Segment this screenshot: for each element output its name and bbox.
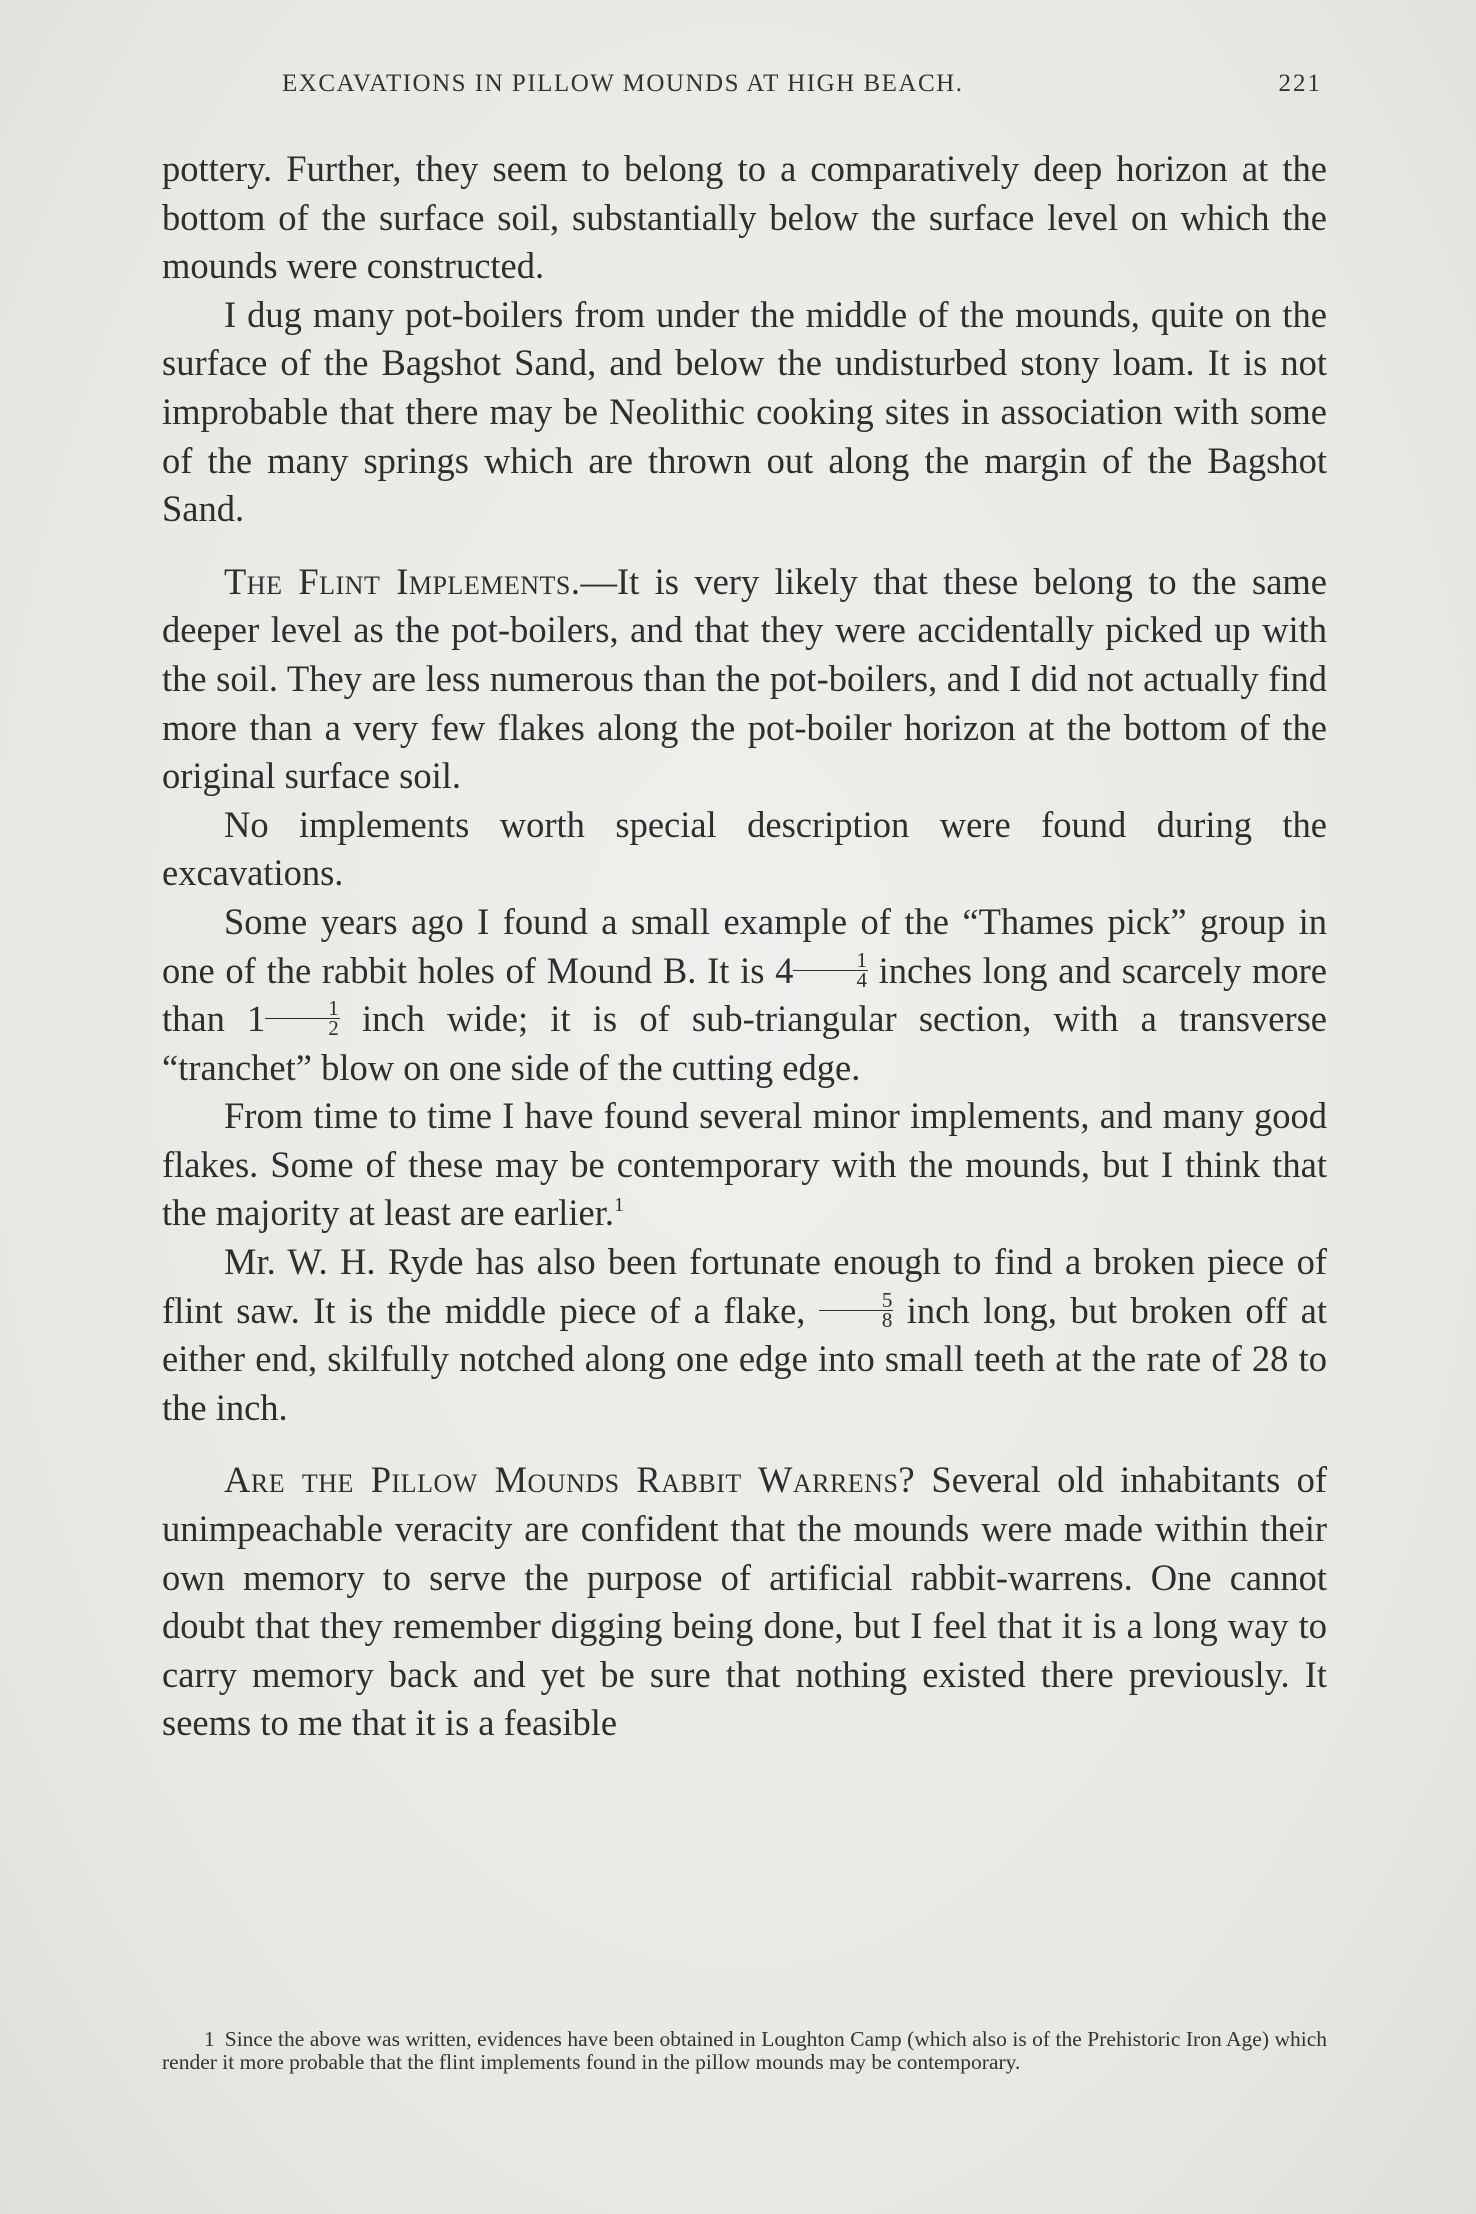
paragraph-3-text: —It is very likely that these belong to the same deeper level as the pot-boilers, and that they were accidentally picked up with the soil. They are less numerous than the pot-boilers, and I did not actually find more than a very few flakes along the pot-boiler horizon at the bottom of the original surface soil. xyxy=(162,560,1327,797)
paragraph-1: pottery. Further, they seem to belong to a comparatively deep horizon at the bottom of the surface soil, substantially below the surface level on which the mounds were constructed. xyxy=(162,148,1327,287)
fraction-one-half xyxy=(265,996,340,1041)
paragraph-rabbit-warrens xyxy=(162,1456,1327,1748)
fraction-numerator: 1 xyxy=(265,999,340,1019)
running-head-title: EXCAVATIONS IN PILLOW MOUNDS AT HIGH BEACH. xyxy=(282,70,964,97)
paragraph-5-part-c: inch wide; it is of sub-triangular section, with a transverse “tranchet” blow on one side of the cutting edge. xyxy=(162,998,1327,1088)
section-heading-flint-implements: The Flint Implements. xyxy=(224,560,581,602)
paragraph-6-text: From time to time I have found several minor implements, and many good flakes. Some of these may be contemporary with the mounds, but I think that the majority at least are earlier. xyxy=(162,1095,1327,1234)
footnote-paragraph xyxy=(162,2028,1327,2073)
paragraph-7-part-b: inch long, but broken off at either end, skilfully notched along one edge into small teeth at the rate of 28 to the inch. xyxy=(162,1289,1327,1428)
footnote-marker: 1 xyxy=(204,2027,215,2051)
paragraph-6 xyxy=(162,1092,1327,1238)
fraction-denominator: 2 xyxy=(328,1016,339,1041)
footnote-text: Since the above was written, evidences have been obtained in Loughton Camp (which also is of the Prehistoric Iron Age) which render it more probable that the flint implements found in the pillow mounds may be contemporary. xyxy=(162,2027,1327,2074)
footnote-reference: 1 xyxy=(613,1194,624,1217)
footnote xyxy=(162,2028,1327,2073)
paragraph-5-part-b: inches long and scarcely more than 1 xyxy=(162,949,1327,1040)
paragraph-5 xyxy=(162,898,1327,1092)
running-head xyxy=(160,70,1330,110)
fraction-numerator: 5 xyxy=(819,1291,894,1311)
fraction-denominator: 8 xyxy=(881,1307,893,1332)
fraction-five-eighths xyxy=(819,1287,894,1332)
fraction-denominator: 4 xyxy=(856,967,867,992)
paragraph-8-text: Several old inhabitants of unimpeachable veracity are confident that the mounds were made within their own memory to serve the purpose of artificial rabbit-warrens. One cannot doubt that they remember digging being done, but I feel that it is a long way to carry memory back and yet be sure that nothing existed there previously. It seems to me that it is a feasible xyxy=(162,1459,1327,1744)
paragraph-2: I dug many pot-boilers from under the middle of the mounds, quite on the surface of the Bagshot Sand, and below the undisturbed stony loam. It is not improbable that there may be Neolithic cooking sites in association with some of the many springs which are thrown out along the margin of the Bagshot Sand. xyxy=(162,293,1327,530)
paragraph-flint-implements xyxy=(162,558,1327,801)
fraction-numerator: 1 xyxy=(793,951,868,971)
page-number: 221 xyxy=(1278,70,1322,97)
section-heading-rabbit-warrens: Are the Pillow Mounds Rabbit Warrens? xyxy=(224,1459,916,1501)
paragraph-5-part-a: Some years ago I found a small example of the “Thames pick” group in one of the rabbit holes of Mound B. It is 4 xyxy=(162,900,1327,991)
paragraph-7 xyxy=(162,1238,1327,1432)
paragraph-4: No implements worth special description were found during the excavations. xyxy=(162,803,1327,894)
paragraph-7-part-a: Mr. W. H. Ryde has also been fortunate enough to find a broken piece of flint saw. It is the middle piece of a flake, xyxy=(162,1241,1327,1331)
body-text xyxy=(162,145,1327,1748)
fraction-one-quarter xyxy=(793,947,868,992)
